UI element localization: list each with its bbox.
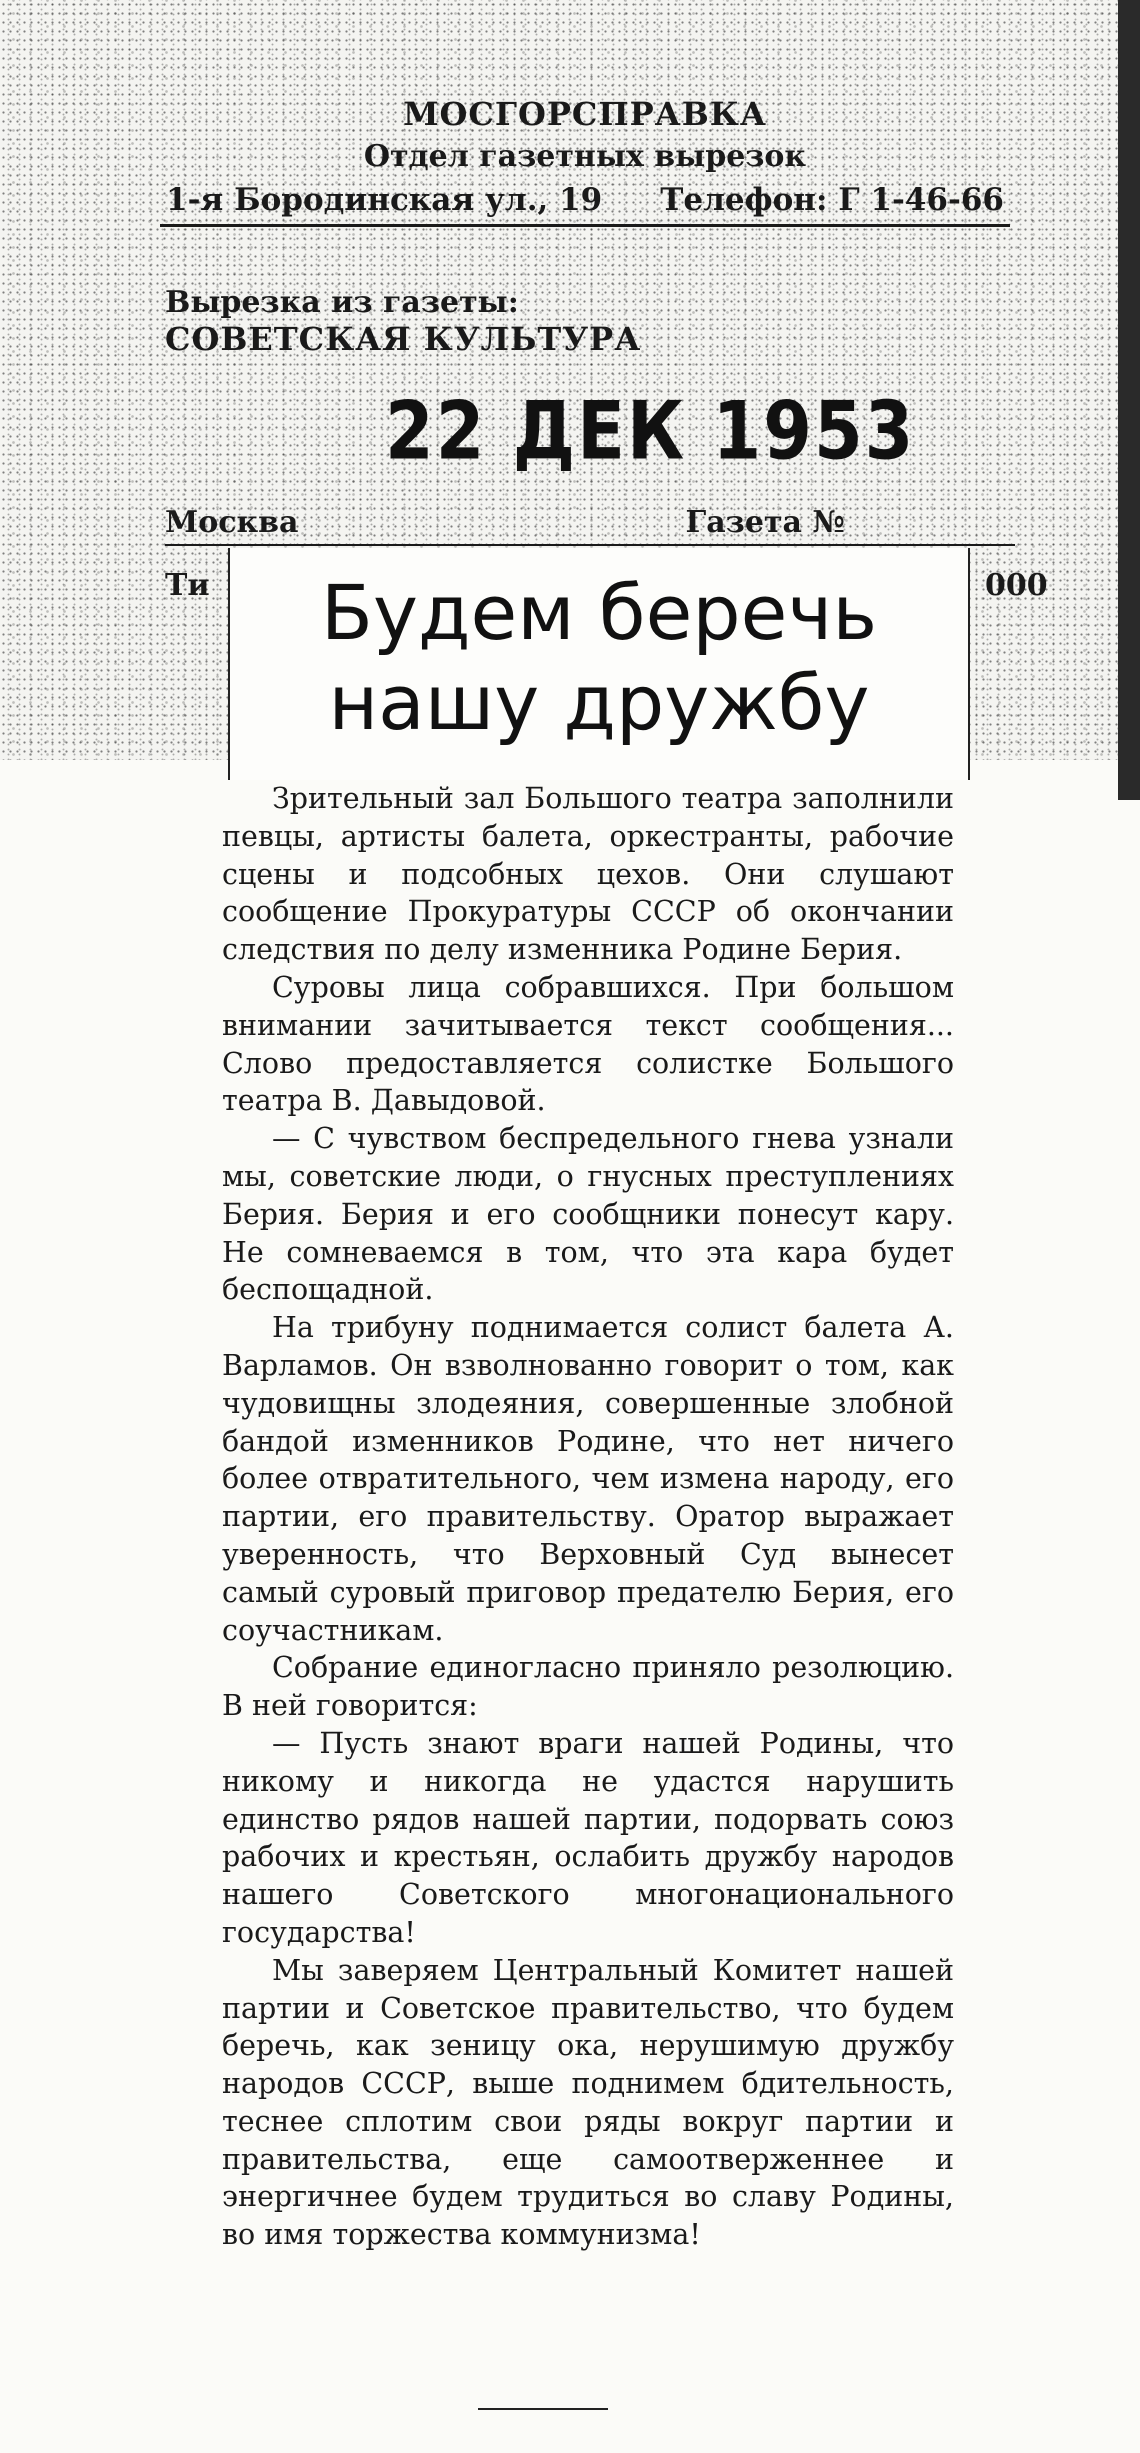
phone: Телефон: Г 1-46-66 [660, 182, 1004, 218]
clipping-label: Вырезка из газеты: [165, 285, 519, 320]
article-paragraph: — С чувством беспредельного гнева узнали мы, советские люди, о гнусных преступлениях Берия. Берия и его сообщники понесут кару. Не сомневаемся в том, что эта кара будет беспощадной. [222, 1122, 954, 1307]
article-paragraph: Собрание единогласно приняло резолюцию. В ней говорится: [222, 1651, 954, 1723]
address: 1-я Бородинская ул., 19 [166, 182, 603, 218]
clipping-header [160, 95, 1010, 227]
article-headline [228, 548, 970, 780]
headline-line-1: Будем беречь [320, 568, 878, 657]
issue-label: Газета № [685, 505, 845, 540]
headline-line-2: нашу дружбу [328, 658, 870, 747]
article-body [222, 780, 954, 2254]
closing-rule [478, 2408, 608, 2410]
article-paragraph: — Пусть знают враги нашей Родины, что никому и никогда не удастся нарушить единство рядов нашей партии, подорвать союз рабочих и крестьян, ослабить дружбу народов нашего Советского многонационального государства! [222, 1726, 954, 1949]
address-row [160, 182, 1010, 227]
meta-row [165, 505, 1015, 546]
city: Москва [165, 505, 299, 540]
tirazh-fragment: Ти [165, 568, 210, 603]
article-paragraph: На трибуну поднимается солист балета А. Варламов. Он взволнованно говорит о том, как чудовищны злодеяния, совершенные злобной бандой изменников Родине, что нет ничего более отвратительного, чем измена народу, его партии, его правительству. Оратор выражает уверенность, что Верховный Суд вынесет самый суровый приговор предателю Берия, его соучастникам. [222, 1311, 954, 1647]
article-paragraph: Зрительный зал Большого театра заполнили певцы, артисты балета, оркестранты, рабочие сцены и подсобных цехов. Они слушают сообщение Прокуратуры СССР об окончании следствия по делу изменника Родине Берия. [222, 782, 954, 967]
date-stamp: 22 ДЕК 1953 [385, 383, 916, 479]
newspaper-name: СОВЕТСКАЯ КУЛЬТУРА [165, 320, 642, 358]
organization-name: МОСГОРСПРАВКА [403, 95, 767, 133]
scan-edge-shadow [1118, 0, 1140, 800]
department-name: Отдел газетных вырезок [363, 139, 807, 174]
tirazh-number-fragment: 000 [985, 568, 1048, 603]
article-paragraph: Суровы лица собравшихся. При большом внимании зачитывается текст сообщения... Слово предоставляется солистке Большого театра В. Давыдовой. [222, 970, 954, 1118]
article-paragraph: Мы заверяем Центральный Комитет нашей партии и Советское правительство, что будем беречь, как зеницу ока, нерушимую дружбу народов СССР, выше поднимем бдительность, теснее сплотим свои ряды вокруг партии и правительства, еще самоотверженнее и энергичнее будем трудиться во славу Родины, во имя торжества коммунизма! [222, 1953, 954, 2252]
